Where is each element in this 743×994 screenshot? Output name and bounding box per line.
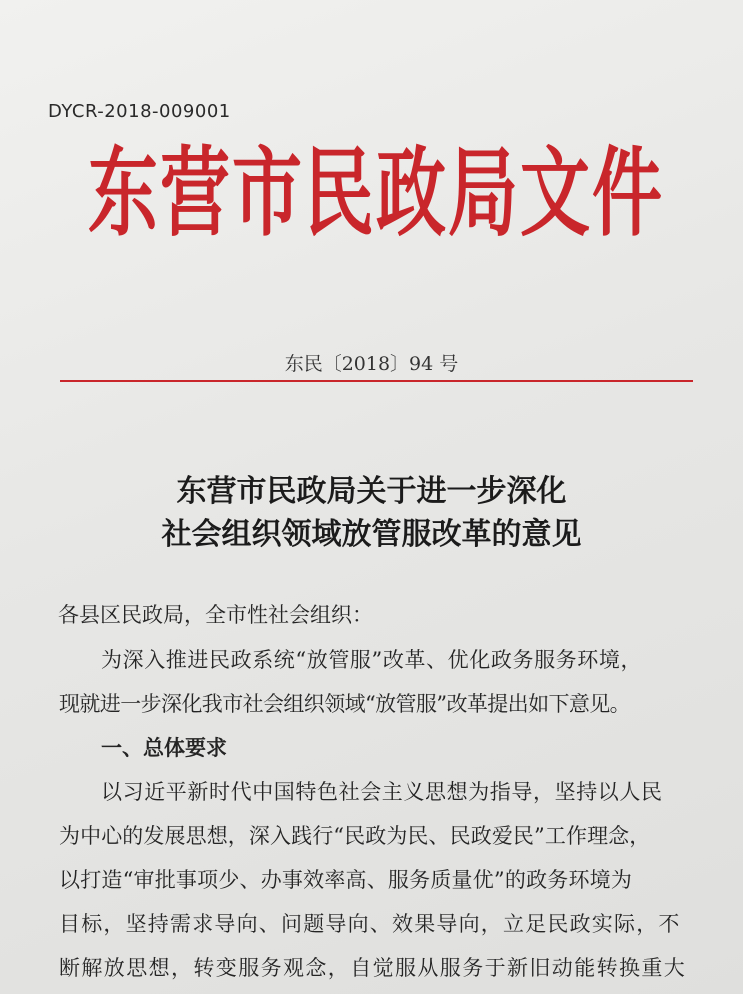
paragraph-line: 以习近平新时代中国特色社会主义思想为指导，坚持以人民	[101, 780, 663, 804]
title-line-2: 社会组织领域放管服改革的意见	[161, 517, 582, 552]
masthead-title: 东营市民政局文件	[88, 135, 664, 250]
paragraph-line: 为中心的发展思想，深入践行“民政为民、民政爱民”工作理念，	[59, 824, 651, 848]
document-title	[0, 470, 743, 556]
section-heading: 一、总体要求	[101, 736, 227, 760]
intro-line-2: 现就进一步深化我市社会组织领域“放管服”改革提出如下意见。	[59, 692, 631, 716]
title-line-1: 东营市民政局关于进一步深化	[176, 474, 567, 509]
paragraph-line: 以打造“审批事项少、办事效率高、服务质量优”的政务环境为	[59, 868, 633, 892]
document-number: 东民〔2018〕94 号	[284, 353, 459, 375]
salutation: 各县区民政局，全市性社会组织：	[58, 603, 373, 627]
intro-line-1: 为深入推进民政系统“放管服”改革、优化政务服务环境，	[101, 648, 643, 672]
document-code: DYCR-2018-009001	[48, 101, 231, 122]
paragraph-line: 目标，坚持需求导向、问题导向、效果导向，立足民政实际，不	[59, 912, 681, 936]
paragraph-line: 断解放思想，转变服务观念，自觉服从服务于新旧动能转换重大	[59, 956, 687, 980]
red-divider	[60, 380, 693, 382]
